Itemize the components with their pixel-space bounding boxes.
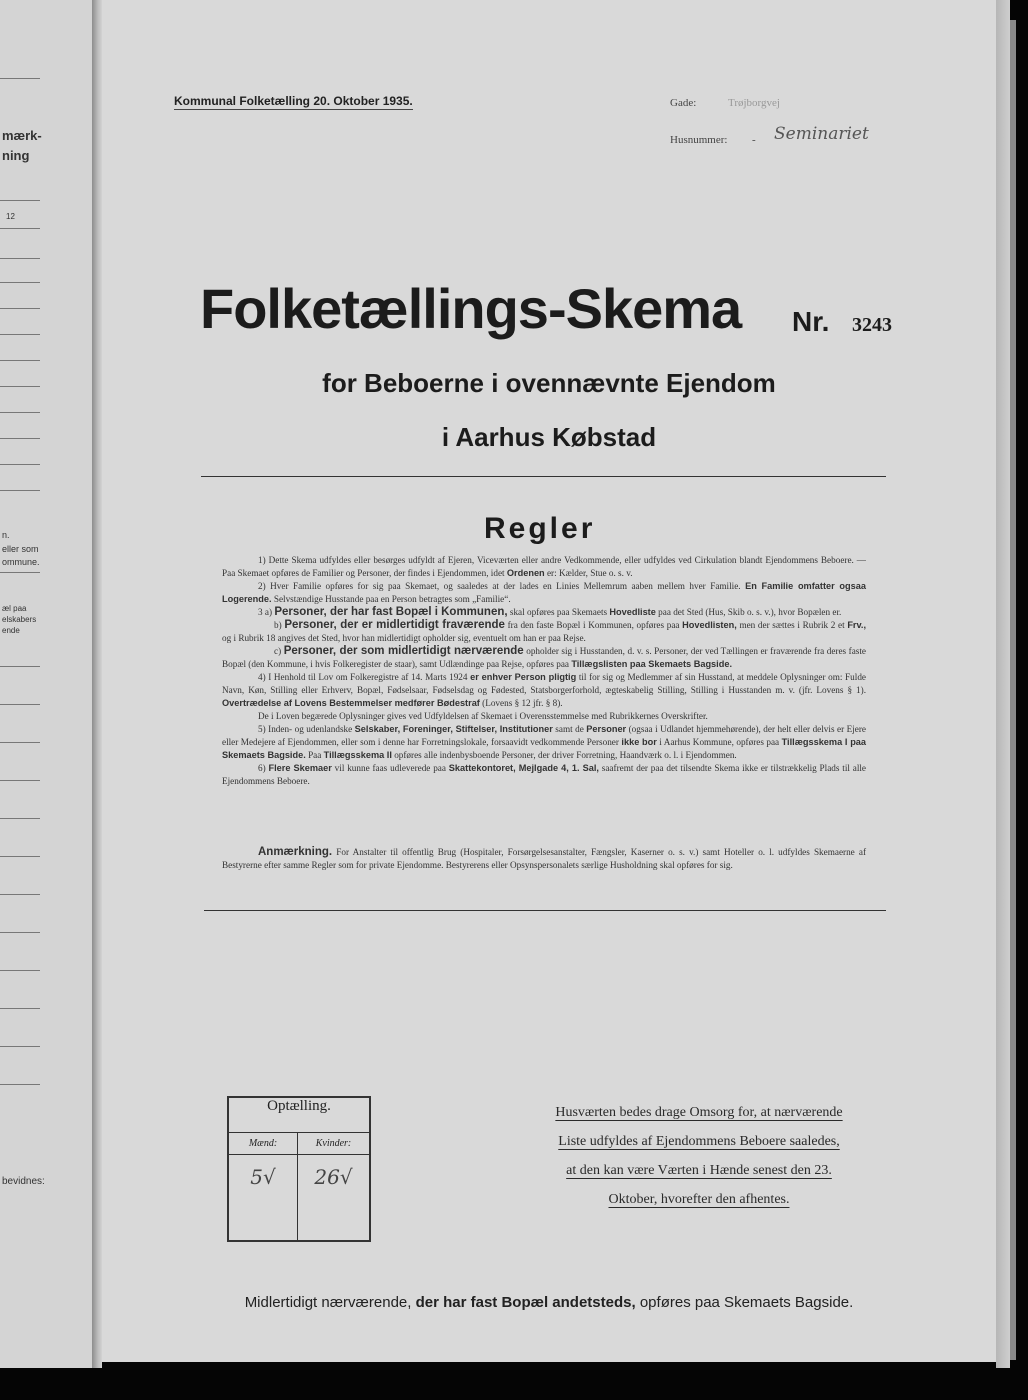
divider	[0, 282, 40, 283]
women-count: 26√	[314, 1165, 353, 1189]
count-box-title: Optælling.	[229, 1098, 369, 1133]
divider	[0, 894, 40, 895]
divider	[0, 1084, 40, 1085]
left-text: elskabers	[2, 615, 37, 624]
divider	[0, 780, 40, 781]
divider	[0, 490, 40, 491]
divider	[0, 1008, 40, 1009]
divider	[0, 308, 40, 309]
left-page	[0, 0, 92, 1368]
left-text: ende	[2, 626, 20, 635]
divider	[0, 78, 40, 79]
divider	[0, 334, 40, 335]
women-column	[298, 1132, 369, 1240]
rule-3b: b) Personer, der er midlertidigt fraværende fra den faste Bopæl i Kommunen, opføres paa Hovedlisten, men der sættes i Rubrik 2 et Frv., og i Rubrik 18 angives det Sted, hvor han midlertidigt opholder sig, eventuelt om han er paa Rejse.	[222, 619, 867, 643]
remark-text: For Anstalter til offentlig Brug (Hospitaler, Forsørgelsesanstalter, Fængsler, Kaserner o. s. v.) samt Hoteller o. l. udfyldes Skemaerne af Bestyrerne efter samme Regler som for private Ejendomme. Bestyrerens eller Opsynspersonalets særlige Husholdning skal opføres for sig.	[222, 847, 867, 870]
divider	[0, 666, 40, 667]
rule-6: 6) Flere Skemaer vil kunne faas udleverede paa Skattekontoret, Mejlgade 4, 1. Sal, saafremt der paa det tilsendte Skema ikke er tilstrækkelig Plads til alle Ejendommens Beboere.	[222, 763, 867, 786]
page-edge-shadow	[1010, 20, 1016, 1360]
divider	[0, 742, 40, 743]
notice-line: at den kan være Værten i Hænde senest den 23.	[566, 1163, 832, 1178]
rule-1: 1) Dette Skema udfyldes eller besørges udfyldt af Ejeren, Viceværten eller andre Vedkommende, eller udfyldes ved Cirkulation blandt Ejendommens Beboere. — Paa Skemaet opføres de Familier og Personer, der findes i Ejendommen, idet Ordenen er: Kælder, Stue o. s. v.	[222, 555, 866, 578]
house-number-handwritten: Seminariet	[774, 124, 869, 144]
book-spine	[92, 0, 102, 1368]
left-text: bevidnes:	[2, 1176, 45, 1187]
page-edge	[996, 0, 1010, 1368]
divider-line	[201, 476, 886, 477]
left-text: æl paa	[2, 604, 27, 613]
house-number-dash: -	[752, 134, 756, 146]
left-text: ommune.	[2, 557, 40, 567]
divider	[0, 464, 40, 465]
remark-section	[222, 846, 866, 872]
house-number-label: Husnummer:	[670, 134, 728, 146]
notice-line: Husværten bedes drage Omsorg for, at nærværende	[555, 1105, 843, 1120]
form-number-label: Nr.	[792, 306, 830, 337]
rule-4: 4) I Henhold til Lov om Folkeregistre af 14. Marts 1924 er enhver Person pligtig til for sig og Medlemmer af sin Husstand, at meddele Oplysninger om: Fulde Navn, Køn, Stilling eller Erhverv, Bopæl, Fødselsaar, Fødselsdag og Fødested, Statsborgerforhold, ægteskabelig Stilling, Stilling i Husstanden m. v. (jfr. Lovens § 1). Overtrædelse af Lovens Bestemmelser medfører Bødestraf (Lovens § 12 jfr. § 8).	[222, 672, 866, 708]
street-label: Gade:	[670, 97, 697, 109]
divider	[0, 386, 40, 387]
form-subtitle: for Beboerne i ovennævnte Ejendom	[322, 368, 776, 398]
men-count: 5√	[250, 1165, 276, 1189]
rules-heading: Regler	[484, 512, 596, 545]
rules-text	[222, 554, 866, 788]
divider	[0, 360, 40, 361]
divider	[0, 228, 40, 229]
footer-note: Midlertidigt nærværende, der har fast Bopæl andetsteds, opføres paa Skemaets Bagside.	[244, 1294, 854, 1311]
street-value: Trøjborgvej	[728, 97, 780, 109]
divider	[0, 258, 40, 259]
notice-line: Liste udfyldes af Ejendommens Beboere saaledes,	[558, 1134, 840, 1149]
form-number-value: 3243	[852, 314, 892, 336]
divider	[0, 856, 40, 857]
landlord-notice	[532, 1098, 866, 1214]
census-date-header: Kommunal Folketælling 20. Oktober 1935.	[174, 94, 413, 108]
form-title: Folketællings-Skema	[200, 277, 742, 340]
divider	[0, 970, 40, 971]
rule-5: 5) Inden- og udenlandske Selskaber, Foreninger, Stiftelser, Institutioner samt de Personer (ogsaa i Udlandet hjemmehørende), der helt eller delvis er Ejere eller Medejere af Ejendommen, eller som i denne har Forretningslokale, forsaavidt vedkommende Personer ikke bor i Aarhus Kommune, opføres paa Tillægsskema I paa Skemaets Bagside. Paa Tillægsskema II opføres alle indenbysboende Personer, der driver Forretning, Haandværk o. l. i Ejendommen.	[222, 724, 867, 760]
divider	[0, 412, 40, 413]
rule-3c: c) Personer, der som midlertidigt nærværende opholder sig i Husstanden, d. v. s. Personer, der ved Tællingen er fraværende fra deres faste Bopæl (den Kommune, i hvis Folkeregister de staar), samt Udlændinge paa Rejse, opføres paa Tillægslisten paa Skemaets Bagside.	[222, 645, 867, 669]
men-column	[229, 1132, 298, 1240]
divider	[0, 932, 40, 933]
divider	[0, 818, 40, 819]
divider	[0, 704, 40, 705]
rule-3a: 3 a) Personer, der har fast Bopæl i Kommunen, skal opføres paa Skemaets Hovedliste paa det Sted (Hus, Skib o. s. v.), hvor Bopælen er.	[258, 606, 842, 618]
divider	[0, 438, 40, 439]
divider	[0, 572, 40, 573]
divider	[0, 200, 40, 201]
women-label: Kvinder:	[298, 1138, 369, 1155]
left-text: mærk-	[2, 128, 42, 143]
count-box	[227, 1096, 371, 1242]
divider-line	[204, 910, 886, 911]
remark-label: Anmærkning.	[258, 846, 333, 858]
rule-4-note: De i Loven begærede Oplysninger gives ved Udfyldelsen af Skemaet i Overensstemmelse med Rubrikkernes Overskrifter.	[258, 711, 708, 721]
left-text: eller som	[2, 544, 39, 554]
left-text: ning	[2, 148, 30, 163]
men-label: Mænd:	[229, 1138, 297, 1155]
left-text: n.	[2, 530, 10, 540]
divider	[0, 1046, 40, 1047]
left-text: 12	[6, 212, 15, 221]
rule-2: 2) Hver Familie opføres for sig paa Skemaet, og saaledes at der lades en Linies Mellemrum aaben mellem hver Familie. En Familie omfatter ogsaa Logerende. Selvstændige Husstande paa en Person betragtes som „Familie“.	[222, 581, 866, 604]
notice-line: Oktober, hvorefter den afhentes.	[608, 1192, 790, 1207]
form-subtitle-city: i Aarhus Købstad	[441, 422, 657, 452]
